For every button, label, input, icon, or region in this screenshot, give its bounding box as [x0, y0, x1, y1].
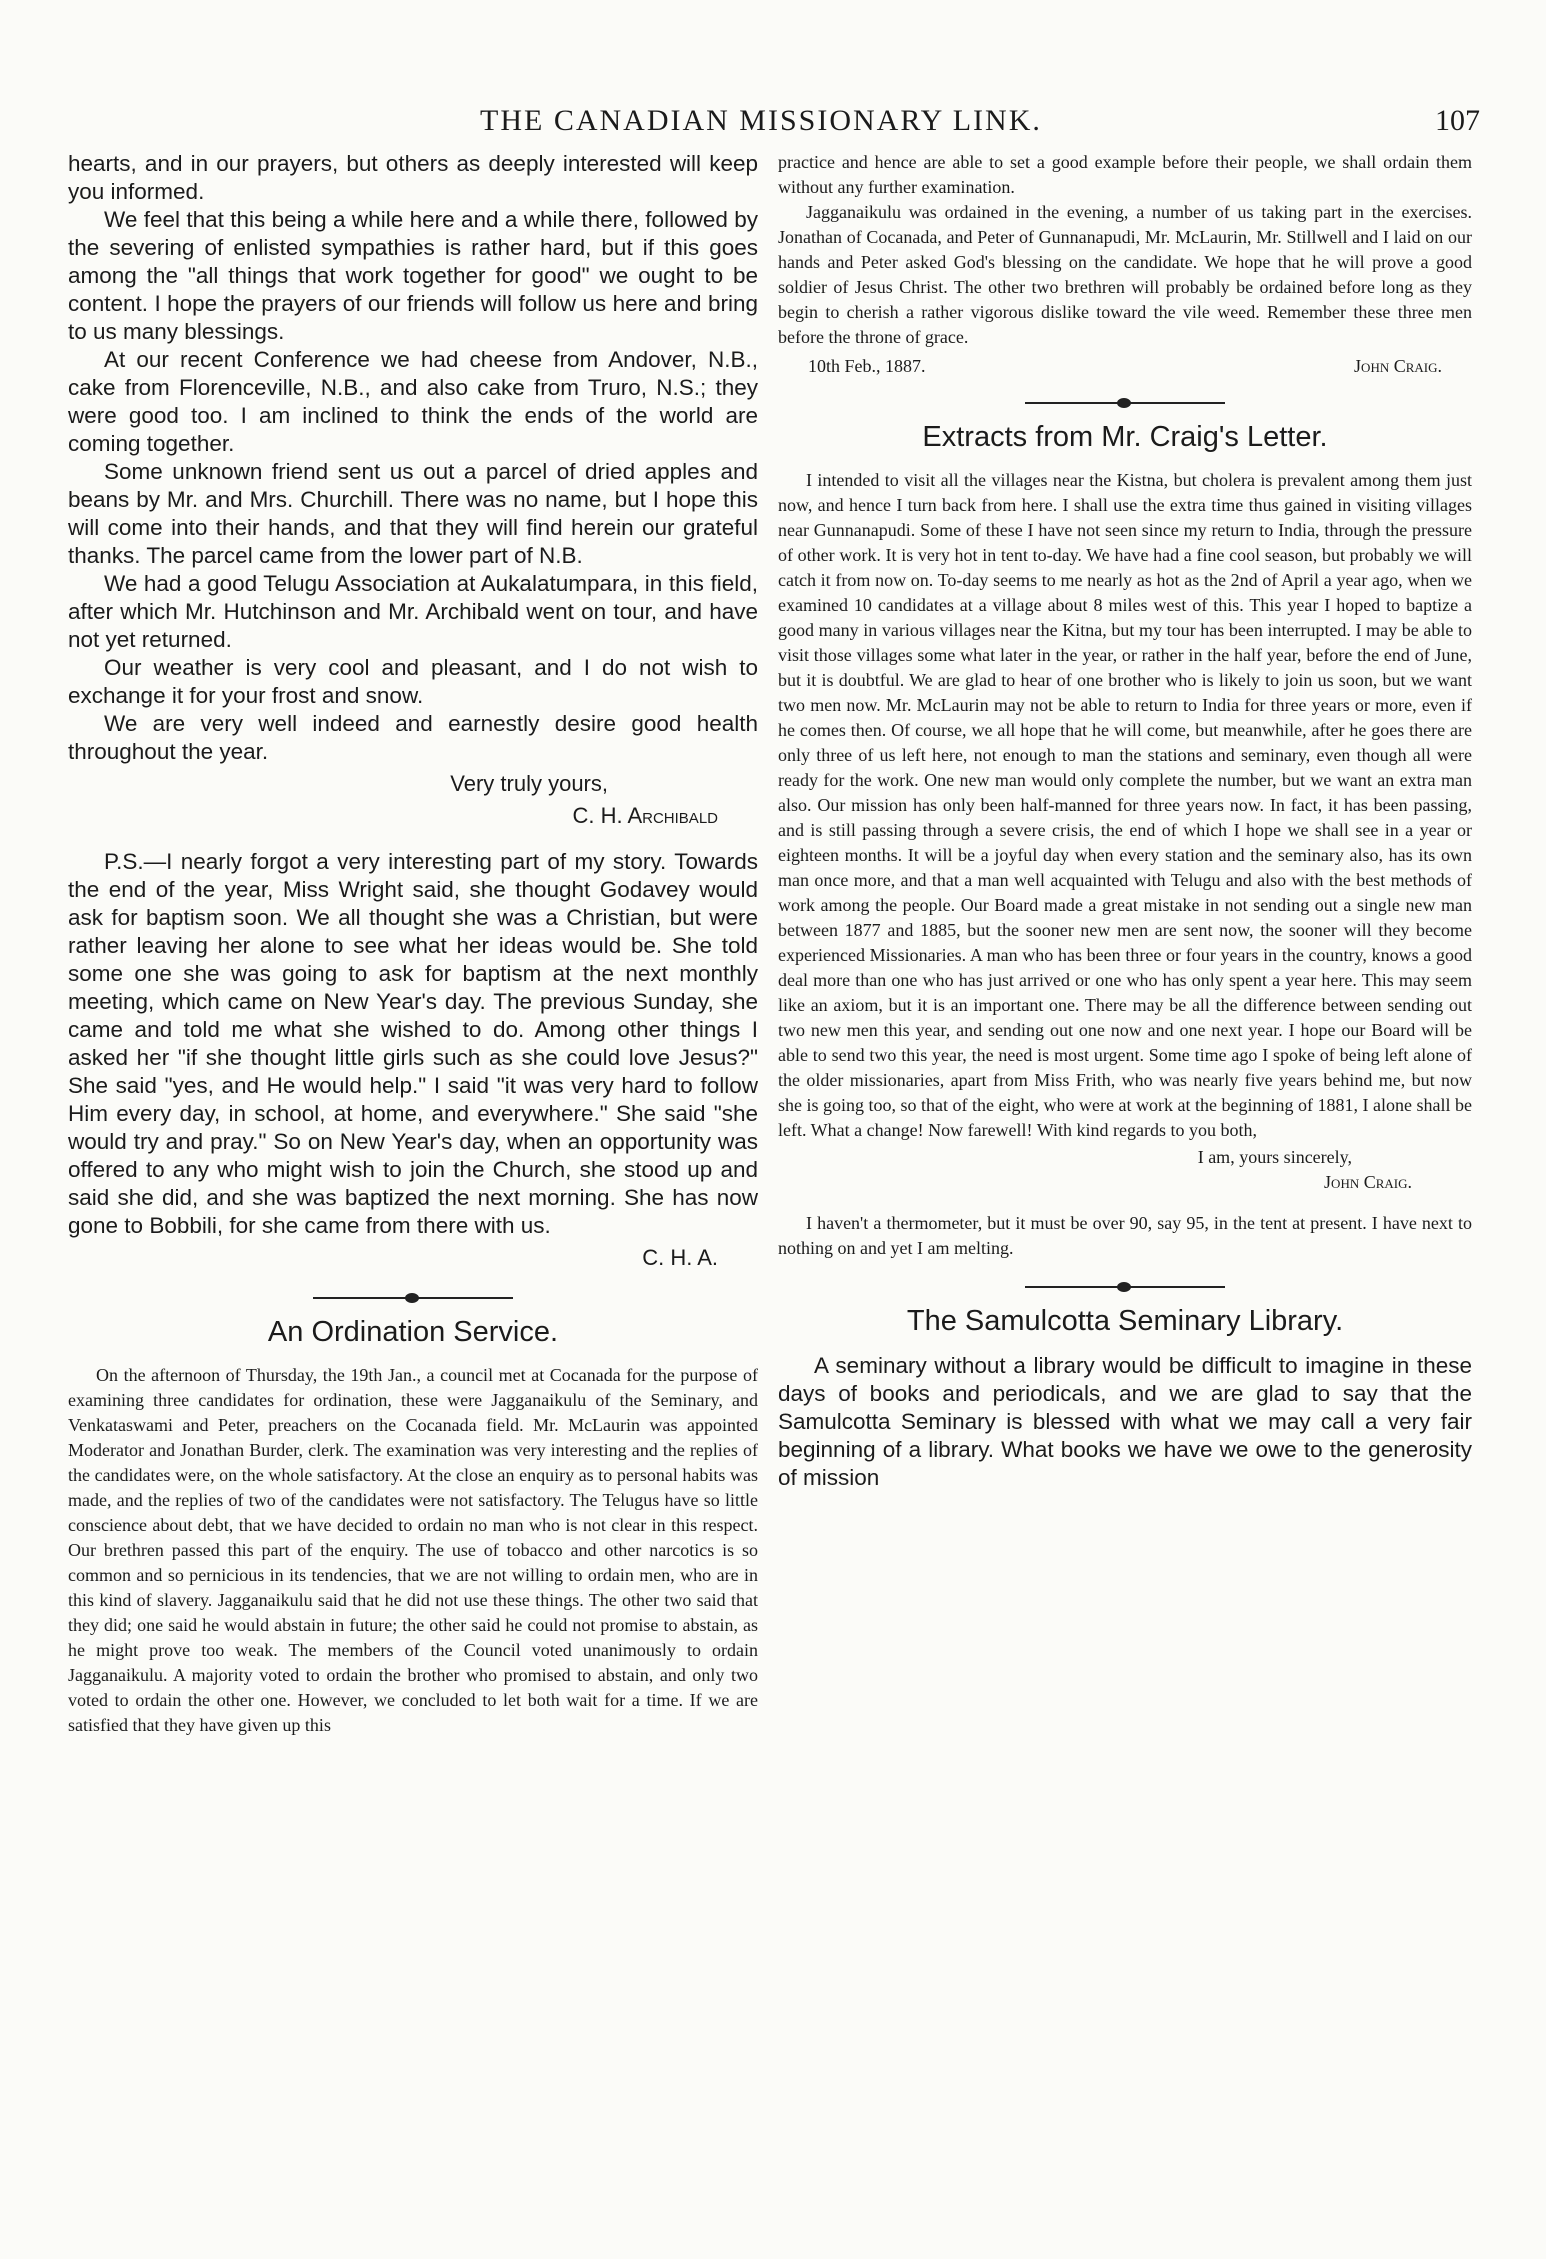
archibald-letter [68, 150, 758, 1272]
section-heading-library: The Samulcotta Seminary Library. [906, 1305, 1344, 1337]
dateline [778, 356, 1472, 377]
library-article [778, 1352, 1472, 1492]
paragraph: We are very well indeed and earnestly desire good health throughout the year. [68, 711, 758, 764]
paragraph: practice and hence are able to set a good example before their people, we shall ordain them without any further examination. [778, 152, 1472, 197]
paragraph: I haven't a thermometer, but it must be over 90, say 95, in the tent at present. I have next to nothing on and yet I am melting. [778, 1213, 1472, 1258]
letter-closing: Very truly yours, [450, 771, 608, 796]
paragraph: hearts, and in our prayers, but others as deeply interested will keep you informed. [68, 151, 758, 204]
right-column [778, 150, 1472, 1492]
section-divider [1025, 1279, 1225, 1295]
section-heading-ordination: An Ordination Service. [267, 1316, 559, 1348]
ordination-article [68, 1363, 758, 1738]
postscript-signature: C. H. A. [642, 1245, 718, 1270]
craig-letter [778, 468, 1472, 1143]
paragraph: At our recent Conference we had cheese from Andover, N.B., cake from Florenceville, N.B., and also cake from Truro, N.S.; they were good too. I am inclined to think the ends of the world are coming together. [68, 347, 758, 456]
paragraph: A seminary without a library would be difficult to imagine in these days of books and periodicals, and we are glad to say that the Samulcotta Seminary is blessed with what we may call a very fair beginning of a library. What books we have we owe to the generosity of mission [778, 1353, 1472, 1490]
paragraph: Jagganaikulu was ordained in the evening, a number of us taking part in the exercises. Jonathan of Cocanada, and Peter of Gunnanapudi, Mr. McLaurin, Mr. Stillwell and I laid on our hands and Peter asked God's blessing on the candidate. We hope that he will prove a good soldier of Jesus Christ. The other two brethren will probably be ordained before long as they begin to cherish a rather vigorous dislike toward the vile weed. Remember these three men before the throne of grace. [778, 202, 1472, 347]
section-divider [1025, 395, 1225, 411]
paragraph: Some unknown friend sent us out a parcel of dried apples and beans by Mr. and Mrs. Churchill. There was no name, but I hope this will come into their hands, and that they will find herein our grateful thanks. The parcel came from the lower part of N.B. [68, 459, 758, 568]
letter-closing: I am, yours sincerely, [1197, 1147, 1352, 1167]
paragraph: Our weather is very cool and pleasant, and I do not wish to exchange it for your frost and snow. [68, 655, 758, 708]
postscript: P.S.—I nearly forgot a very interesting part of my story. Towards the end of the year, Miss Wright said, she thought Godavey would ask for baptism soon. We all thought she was a Christian, but were rather leaving her alone to see what her ideas would be. She told some one she was going to ask for baptism at the next monthly meeting, which came on New Year's day. The previous Sunday, she came and told me what she wished to do. Among other things I asked her "if she thought little girls such as she could love Jesus?" She said "yes, and He would help." I said "it was very hard to follow Him every day, in school, at home, and everywhere." She said "she would try and pray." So on New Year's day, when an opportunity was offered to any who might wish to join the Church, she stood up and said she did, and she was baptized the next morning. She has now gone to Bobbili, for she came from there with us. [68, 849, 758, 1238]
left-column [68, 150, 758, 1738]
section-heading-craig-letter: Extracts from Mr. Craig's Letter. [922, 421, 1328, 453]
signature: John Craig. [1354, 356, 1442, 376]
ordination-article-continued [778, 150, 1472, 350]
paragraph: On the afternoon of Thursday, the 19th Jan., a council met at Cocanada for the purpose of examining three candidates for ordination, these were Jagganaikulu of the Seminary, and Venkataswami and Peter, preachers on the Cocanada field. Mr. McLaurin was appointed Moderator and Jonathan Burder, clerk. The examination was very interesting and the replies of the candidates were, on the whole satisfactory. At the close an enquiry as to personal habits was made, and the replies of two of the candidates were not satisfactory. The Telugus have so little conscience about debt, that we have decided to ordain no man who is not clear in this respect. Our brethren passed this part of the enquiry. The use of tobacco and other narcotics is so common and so pernicious in its tendencies, that we are not willing to ordain men, who are in this kind of slavery. Jagganaikulu said that he did not use these things. The other two said that they did; one said he would abstain in future; the other said he could not promise to abstain, as he might prove too weak. The members of the Council voted unanimously to ordain Jagganaikulu. A majority voted to ordain the brother who promised to abstain, and only two voted to ordain the other one. However, we concluded to let both wait for a time. If we are satisfied that they have given up this [68, 1365, 758, 1735]
signature: John Craig. [1324, 1172, 1412, 1192]
section-divider [313, 1290, 513, 1306]
letter-date: 10th Feb., 1887. [808, 356, 926, 376]
paragraph: We feel that this being a while here and a while there, followed by the severing of enlisted sympathies is rather hard, but if this goes among the "all things that work together for good" we ought to be content. I hope the prayers of our friends will follow us here and bring to us many blessings. [68, 207, 758, 344]
page-header [60, 96, 1480, 146]
letter-signature: C. H. Archibald [572, 803, 718, 828]
craig-postscript [778, 1211, 1472, 1261]
paragraph: I intended to visit all the villages near the Kistna, but cholera is prevalent among them just now, and hence I turn back from here. I shall use the extra time thus gained in visiting villages near Gunnanapudi. Some of these I have not seen since my return to India, through the pressure of other work. It is very hot in tent to-day. We have had a fine cool season, but probably we will catch it from now on. To-day seems to me nearly as hot as the 2nd of April a year ago, when we examined 10 candidates at a village about 8 miles west of this. This year I hoped to baptize a good many in various villages near the Kitna, but my tour has been interrupted. I may be able to visit those villages some what later in the year, or rather in the half year, before the end of June, but it is doubtful. We are glad to hear of one brother who is likely to join us soon, but we want two men now. Mr. McLaurin may not be able to return to India for three years or more, even if he comes then. Of course, we all hope that he will come, but meanwhile, after he goes there are only three of us left here, not enough to man the stations and seminary, even though all were ready for the work. One new man would only complete the number, but we want an extra man also. Our mission has only been half-manned for three years now. In fact, it has been passing, and is still passing through a severe crisis, the end of which I hope we shall see in a year or eighteen months. It will be a joyful day when every station and the seminary also, has its own man once more, and that a man well acquainted with Telugu and also with the best methods of work among the people. Our Board made a great mistake in not sending out a single new man between 1877 and 1885, but the sooner new men are sent now, the sooner will they become experienced Missionaries. A man who has been three or four years in the country, knows a good deal more than one who has just arrived or one who has only spent a year here. This may seem like an axiom, but it is an important one. There may be all the difference between sending out two new men this year, and sending out one now and one next year. I hope our Board will be able to send two this year, the need is most urgent. Some time ago I spoke of being left alone of the older missionaries, apart from Miss Frith, who was nearly five years behind me, but now she is going too, so that of the eight, who were at work at the beginning of 1881, I alone shall be left. What a change! Now farewell! With kind regards to you both, [778, 470, 1472, 1140]
journal-title: THE CANADIAN MISSIONARY LINK. [480, 104, 1042, 137]
paragraph: We had a good Telugu Association at Aukalatumpara, in this field, after which Mr. Hutchinson and Mr. Archibald went on tour, and have not yet returned. [68, 571, 758, 652]
page-number: 107 [1435, 104, 1480, 137]
